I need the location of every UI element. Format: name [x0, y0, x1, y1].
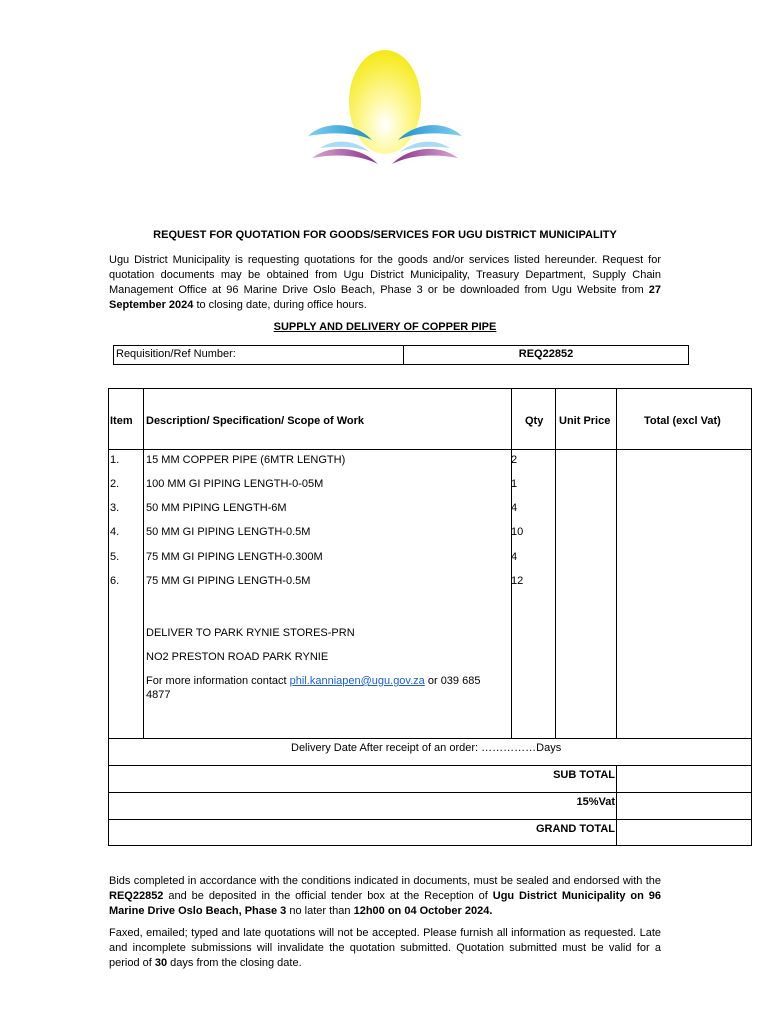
intro-text: Ugu District Municipality is requesting quotations for the goods and/or services listed hereunder. Request for quotation documents may be obtained from Ugu District Municipality, Treasury Department, Supply Chain Management Office at 96 Marine Drive Oslo Beach, Phase 3 or be downloaded from Ugu Website from: [109, 254, 661, 296]
vat-label: 15%Vat: [576, 796, 615, 808]
row-item: 2.: [110, 478, 120, 490]
bids-deadline: 12h00 on 04 October 2024.: [353, 905, 493, 917]
header-total: Total (excl Vat): [644, 415, 721, 427]
requisition-label: Requisition/Ref Number:: [116, 348, 236, 360]
late-days: 30: [154, 957, 168, 969]
sub-total-label: SUB TOTAL: [553, 769, 615, 781]
header-description: Description/ Specification/ Scope of Work: [146, 415, 365, 427]
header-unit-price: Unit Price: [559, 415, 611, 427]
bids-text: Bids completed in accordance with the conditions indicated in documents, must be sealed and endorsed with the: [109, 875, 661, 887]
late-text-2: days from the closing date.: [167, 957, 302, 969]
row-item: 3.: [110, 502, 120, 514]
bids-text-2: and be deposited in the official tender box at the Reception of: [163, 890, 493, 902]
header-item: Item: [110, 415, 133, 427]
row-description: 15 MM COPPER PIPE (6MTR LENGTH): [146, 454, 346, 466]
bids-text-3: no later than: [286, 905, 354, 917]
row-description: 100 MM GI PIPING LENGTH-0-05M: [146, 478, 324, 490]
ugu-municipality-logo: [300, 40, 470, 180]
delivery-address-line2: NO2 PRESTON ROAD PARK RYNIE: [146, 651, 329, 663]
bids-ref: REQ22852: [109, 890, 164, 902]
contact-phone: or 039 685: [424, 675, 481, 687]
contact-info: [146, 675, 480, 687]
contact-email-link[interactable]: phil.kanniapen@ugu.gov.za: [289, 675, 425, 687]
row-qty: 1: [511, 478, 518, 490]
row-description: 50 MM GI PIPING LENGTH-0.5M: [146, 526, 311, 538]
row-qty: 12: [511, 575, 524, 587]
row-item: 5.: [110, 551, 120, 563]
intro-text-end: to closing date, during office hours.: [193, 299, 367, 311]
subtitle: SUPPLY AND DELIVERY OF COPPER PIPE: [273, 321, 497, 333]
document-title: REQUEST FOR QUOTATION FOR GOODS/SERVICES FOR UGU DISTRICT MUNICIPALITY: [153, 229, 617, 241]
row-description: 75 MM GI PIPING LENGTH-0.300M: [146, 551, 323, 563]
row-qty: 2: [511, 454, 518, 466]
row-item: 4.: [110, 526, 120, 538]
delivery-date: Delivery Date After receipt of an order: ……………Days: [291, 742, 562, 754]
requisition-box: [113, 345, 689, 365]
contact-prefix: For more information contact: [146, 675, 290, 687]
row-qty: 4: [511, 551, 518, 563]
late-paragraph: [109, 926, 661, 971]
intro-paragraph: [109, 253, 661, 313]
contact-phone-line2: 4877: [146, 689, 171, 701]
bids-paragraph: [109, 874, 661, 919]
row-description: 75 MM GI PIPING LENGTH-0.5M: [146, 575, 311, 587]
row-description: 50 MM PIPING LENGTH-6M: [146, 502, 287, 514]
header-qty: Qty: [525, 415, 544, 427]
intro-date: 27 September 2024: [109, 284, 661, 311]
quotation-table: [108, 388, 752, 846]
bids-place: Ugu District Municipality on 96 Marine Drive Oslo Beach, Phase 3: [109, 890, 661, 917]
row-item: 1.: [110, 454, 120, 466]
requisition-value: REQ22852: [518, 348, 574, 360]
delivery-address-line1: DELIVER TO PARK RYNIE STORES-PRN: [146, 627, 355, 639]
row-item: 6.: [110, 575, 120, 587]
late-text: Faxed, emailed; typed and late quotations will not be accepted. Please furnish all information as requested. Late and incomplete submissions will invalidate the quotation submitted. Quotation submitted must be valid for a period of: [109, 927, 661, 969]
grand-total-label: GRAND TOTAL: [535, 823, 615, 835]
row-qty: 4: [511, 502, 518, 514]
row-qty: 10: [511, 526, 524, 538]
